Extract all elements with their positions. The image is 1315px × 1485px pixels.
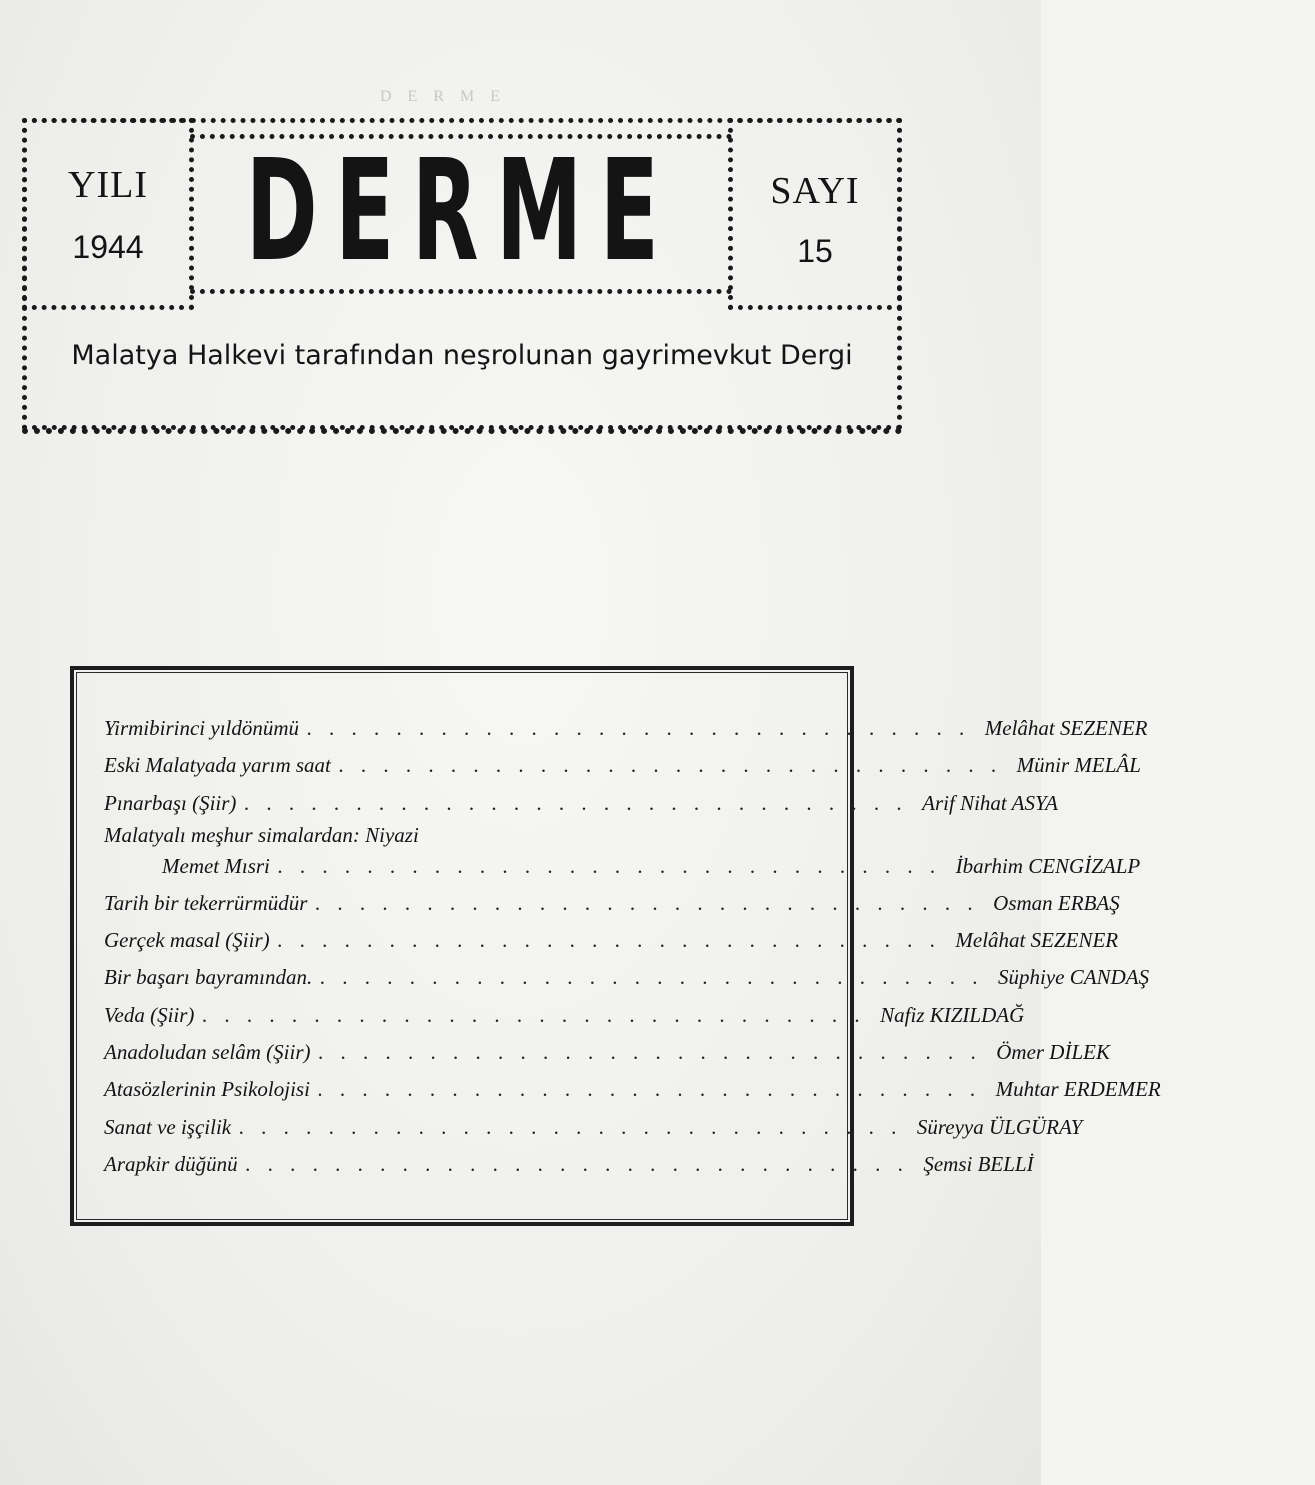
contents-entry	[104, 1034, 1110, 1071]
issue-number: 15	[797, 233, 833, 269]
entry-author: Şemsi BELLİ	[923, 1151, 1034, 1176]
contents-entry	[104, 1146, 1034, 1183]
leader-dots: . . . . . . . . . . . . . . . . . . . . . . . . . . . . . .	[315, 890, 980, 915]
entry-title: Atasözlerinin Psikolojisi	[104, 1077, 310, 1102]
entry-author: Muhtar ERDEMER	[995, 1077, 1161, 1102]
entry-author: Osman ERBAŞ	[993, 890, 1120, 915]
year-label: YILI	[68, 164, 148, 206]
leader-dots: . . . . . . . . . . . . . . . . . . . . . . . . . . . . . .	[244, 790, 909, 815]
leader-dots: . . . . . . . . . . . . . . . . . . . . . . . . . . . . . .	[307, 716, 971, 740]
year-box	[22, 118, 194, 310]
bleed-through-text: D E R M E	[380, 88, 506, 105]
leader-dots: . . . . . . . . . . . . . . . . . . . . . . . . . . . . . .	[202, 1002, 867, 1027]
entry-author: Süreyya ÜLGÜRAY	[916, 1114, 1083, 1139]
contents-entry	[104, 885, 1120, 922]
entry-title: Yirmibirinci yıldönümü	[104, 716, 300, 740]
entry-author: Ömer DİLEK	[996, 1040, 1110, 1065]
leader-dots: . . . . . . . . . . . . . . . . . . . . . . . . . . . . . .	[239, 1114, 903, 1139]
leader-dots: . . . . . . . . . . . . . . . . . . . . . . . . . . . . . .	[338, 753, 1003, 778]
contents-list	[104, 710, 1161, 1183]
entry-title: Gerçek masal (Şiir)	[104, 928, 270, 953]
leader-dots: . . . . . . . . . . . . . . . . . . . . . . . . . . . . . .	[277, 928, 942, 953]
leader-dots: . . . . . . . . . . . . . . . . . . . . . . . . . . . . . .	[320, 965, 985, 990]
masthead-bottom-rule	[22, 428, 902, 434]
contents-entry	[104, 997, 1025, 1034]
entry-title: Bir başarı bayramından.	[104, 965, 313, 990]
contents-entry	[104, 959, 1150, 996]
entry-continuation-line	[104, 848, 1141, 885]
issue-label: SAYI	[770, 170, 860, 212]
contents-entry	[104, 785, 1059, 822]
year-value: 1944	[72, 229, 144, 265]
contents-entry	[104, 922, 1119, 959]
entry-title: Arapkir düğünü	[104, 1151, 238, 1176]
entry-title: Malatyalı meşhur simalardan: Niyazi	[104, 822, 419, 847]
contents-entry	[104, 747, 1141, 784]
entry-title-continued: Memet Mısri	[162, 853, 270, 878]
contents-entry	[104, 1109, 1083, 1146]
entry-author: Melâhat SEZENER	[984, 716, 1148, 740]
entry-title: Tarih bir tekerrürmüdür	[104, 890, 308, 915]
entry-author: Süphiye CANDAŞ	[998, 965, 1150, 990]
entry-title: Pınarbaşı (Şiir)	[104, 790, 237, 815]
entry-title: Eski Malatyada yarım saat	[104, 753, 331, 778]
contents-entry	[104, 822, 1141, 885]
leader-dots: . . . . . . . . . . . . . . . . . . . . . . . . . . . . . .	[317, 1077, 982, 1102]
entry-title: Anadoludan selâm (Şiir)	[104, 1040, 311, 1065]
contents-entry	[104, 710, 1148, 747]
leader-dots: . . . . . . . . . . . . . . . . . . . . . . . . . . . . . .	[277, 853, 942, 878]
subtitle: Malatya Halkevi tarafından neşrolunan gayrimevkut Dergi	[71, 340, 853, 371]
entry-author: İbarhim CENGİZALP	[955, 853, 1141, 878]
entry-title: Sanat ve işçilik	[104, 1114, 232, 1139]
issue-box	[728, 118, 902, 310]
contents-entry	[104, 1071, 1161, 1108]
entry-author: Münir MELÂL	[1016, 753, 1141, 778]
magazine-title: DERME	[245, 130, 677, 293]
entry-author: Melâhat SEZENER	[955, 928, 1119, 953]
entry-author: Arif Nihat ASYA	[922, 790, 1059, 815]
leader-dots: . . . . . . . . . . . . . . . . . . . . . . . . . . . . . .	[245, 1151, 910, 1176]
entry-author: Nafiz KIZILDAĞ	[880, 1002, 1025, 1027]
leader-dots: . . . . . . . . . . . . . . . . . . . . . . . . . . . . . .	[318, 1040, 983, 1065]
table-of-contents	[70, 666, 1161, 1226]
entry-title: Veda (Şiir)	[104, 1002, 195, 1027]
